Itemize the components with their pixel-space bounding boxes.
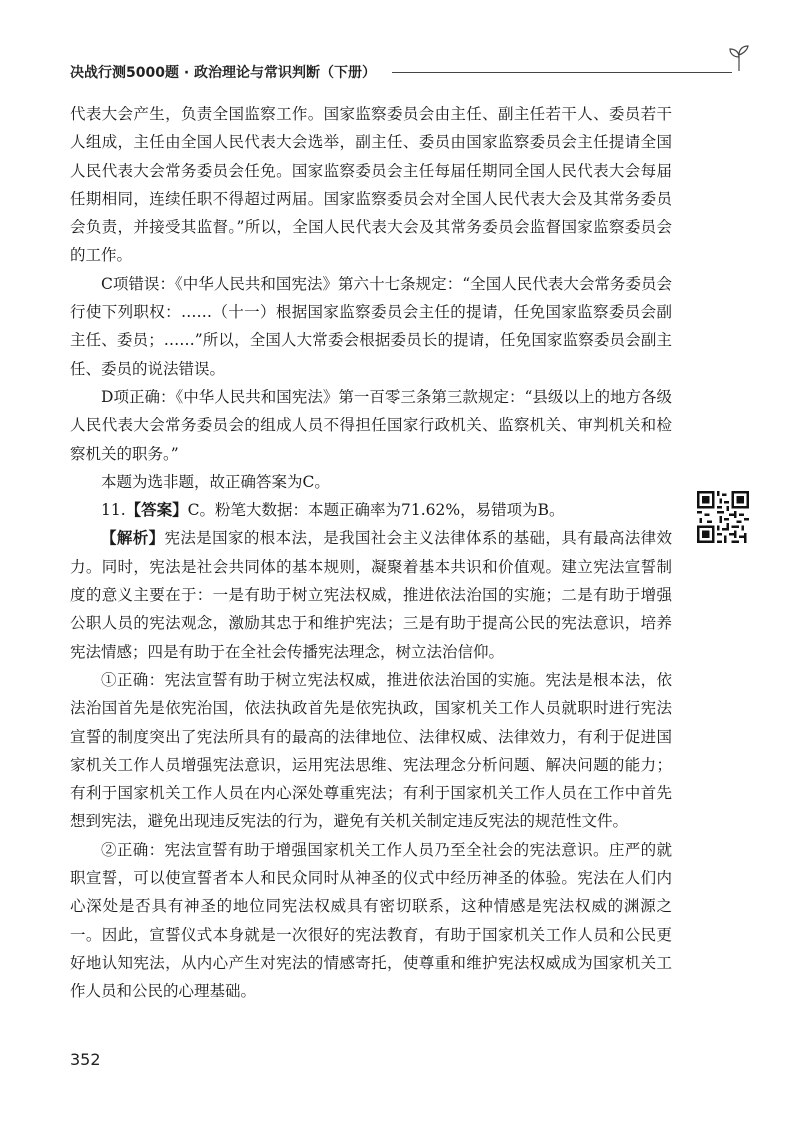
book-title: 决战行测5000题 · 政治理论与常识判断（下册） — [70, 65, 377, 81]
running-header — [70, 58, 750, 88]
page-body — [70, 100, 672, 1006]
paragraph: 代表大会产生，负责全国监察工作。国家监察委员会由主任、副主任若干人、委员若干人组成，主任由全国人民代表大会选举，副主任、委员由国家监察委员会主任提请全国人民代表大会常务委员会任免。国家监察委员会主任每届任期同全国人民代表大会每届任期相同，连续任职不得超过两届。国家监察委员会对全国人民代表大会及其常务委员会负责，并接受其监督。”所以，全国人民代表大会及其常务委员会监督国家监察委员会的工作。 — [70, 105, 672, 265]
analysis-paragraph — [70, 524, 672, 665]
answer-line — [70, 496, 672, 524]
qr-code-icon — [697, 491, 749, 543]
point-paragraph: ①正确：宪法宣誓有助于树立宪法权威，推进依法治国的实施。宪法是根本法，依法治国首先是依宪治国，依法执政首先是依宪执政，国家机关工作人员就职时进行宪法宣誓的制度突出了宪法所具有的最高的法律地位、法律权威、法律效力，有利于促进国家机关工作人员增强宪法意识，运用宪法思维、宪法理念分析问题、解决问题的能力；有利于国家机关工作人员在内心深处尊重宪法；有利于国家机关工作人员在工作中首先想到宪法，避免出现违反宪法的行为，避免有关机关制定违反宪法的规范性文件。 — [70, 670, 672, 831]
question-number: 11. — [101, 501, 126, 520]
header-rule — [392, 72, 732, 73]
answer-text: C。粉笔大数据：本题正确率为71.62%，易错项为B。 — [187, 501, 565, 520]
paragraph: D项正确：《中华人民共和国宪法》第一百零三条第三款规定：“县级以上的地方各级人民代表大会常务委员会的组成人员不得担任国家行政机关、监察机关、审判机关和检察机关的职务。” — [70, 387, 672, 463]
sprout-icon — [728, 44, 750, 72]
paragraph: 本题为选非题，故正确答案为C。 — [101, 472, 330, 491]
answer-label: 【答案】 — [125, 501, 188, 520]
page-number: 352 — [70, 1050, 101, 1069]
analysis-label: 【解析】 — [101, 529, 165, 548]
paragraph: C项错误：《中华人民共和国宪法》第六十七条规定：“全国人民代表大会常务委员会行使下列职权：……（十一）根据国家监察委员会主任的提请，任免国家监察委员会副主任、委员；……”所以，全国人大常委会根据委员长的提请，任免国家监察委员会副主任、委员的说法错误。 — [70, 274, 672, 378]
analysis-text: 宪法是国家的根本法，是我国社会主义法律体系的基础，具有最高法律效力。同时，宪法是社会共同体的基本规则，凝聚着基本共识和价值观。建立宪法宣誓制度的意义主要在于：一是有助于树立宪法权威，推进依法治国的实施；二是有助于增强公职人员的宪法观念，激励其忠于和维护宪法；三是有助于提高公民的宪法意识，培养宪法情感；四是有助于在全社会传播宪法理念，树立法治信仰。 — [70, 529, 672, 661]
point-paragraph: ②正确：宪法宣誓有助于增强国家机关工作人员乃至全社会的宪法意识。庄严的就职宣誓，可以使宣誓者本人和民众同时从神圣的仪式中经历神圣的体验。宪法在人们内心深处是否具有神圣的地位同宪法权威具有密切联系，这种情感是宪法权威的渊源之一。因此，宣誓仪式本身就是一次很好的宪法教育，有助于国家机关工作人员和公民更好地认知宪法，从内心产生对宪法的情感寄托，使尊重和维护宪法权威成为国家机关工作人员和公民的心理基础。 — [70, 840, 672, 1001]
